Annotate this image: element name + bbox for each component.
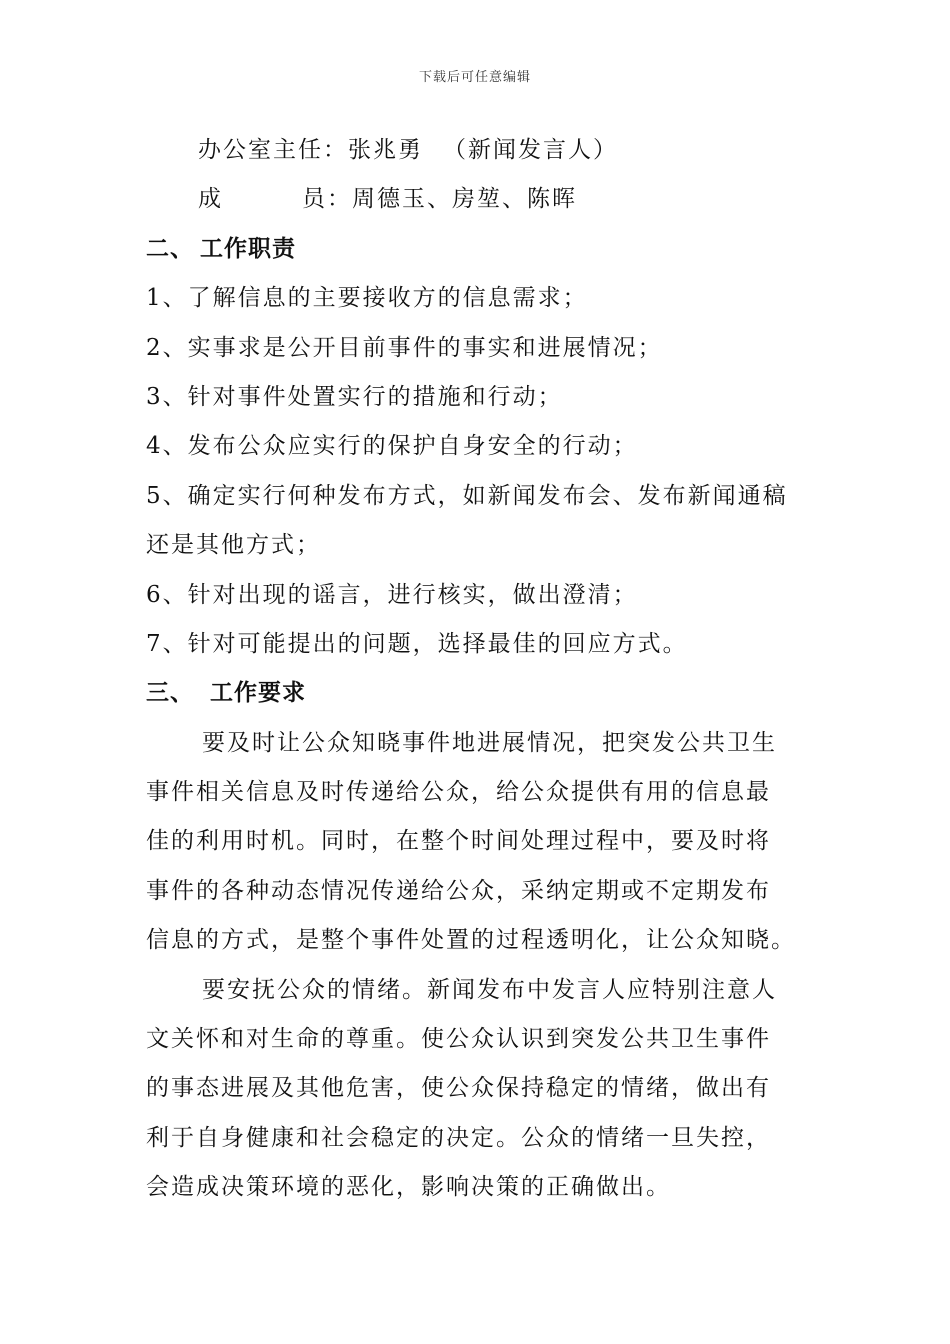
section-2-number: 二、 <box>146 235 194 262</box>
paragraph-2-line-2: 文关怀和对生命的尊重。使公众认识到突发公共卫生事件 <box>146 1026 771 1053</box>
paragraph-2-line-5: 会造成决策环境的恶化，影响决策的正确做出。 <box>146 1174 671 1201</box>
duty-item-6: 6、针对出现的谣言，进行核实，做出澄清； <box>146 581 638 608</box>
paragraph-2-line-1: 要安抚公众的情绪。新闻发布中发言人应特别注意人 <box>202 976 777 1003</box>
office-director-name: 张兆勇 <box>348 137 423 163</box>
members-label-a: 成 <box>198 186 223 213</box>
office-director-label: 办公室主任： <box>198 137 348 163</box>
duty-item-5-continued: 还是其他方式； <box>146 532 321 559</box>
duty-item-2: 2、实事求是公开目前事件的事实和进展情况； <box>146 334 663 361</box>
section-2-heading <box>146 225 806 274</box>
duty-item-7: 7、针对可能提出的问题，选择最佳的回应方式。 <box>146 630 688 657</box>
members-line <box>146 175 806 224</box>
page-header-note: 下载后可任意编辑 <box>418 70 531 85</box>
duty-item-1: 1、了解信息的主要接收方的信息需求； <box>146 285 588 312</box>
paragraph-1-line-4: 事件的各种动态情况传递给公众，采纳定期或不定期发布 <box>146 877 771 904</box>
paragraph-1-line-1: 要及时让公众知晓事件地进展情况，把突发公共卫生 <box>202 729 777 756</box>
paragraph-1-line-2: 事件相关信息及时传递给公众，给公众提供有用的信息最 <box>146 779 771 806</box>
duty-item-4: 4、发布公众应实行的保护自身安全的行动； <box>146 433 638 460</box>
document-body <box>146 126 806 1213</box>
office-director-line <box>146 126 806 175</box>
duty-item-3: 3、针对事件处置实行的措施和行动； <box>146 383 563 410</box>
members-label-b: 员： <box>302 186 352 213</box>
paragraph-1-line-5: 信息的方式，是整个事件处置的过程透明化，让公众知晓。 <box>146 927 796 954</box>
section-3-heading <box>146 669 806 718</box>
section-3-number: 三、 <box>146 680 194 707</box>
section-2-title: 工作职责 <box>200 235 296 262</box>
paragraph-1-line-3: 佳的利用时机。同时，在整个时间处理过程中，要及时将 <box>146 828 771 855</box>
section-3-title: 工作要求 <box>210 680 306 707</box>
office-director-role: （新闻发言人） <box>443 137 618 163</box>
members-names: 周德玉、房堃、陈晖 <box>352 186 577 213</box>
paragraph-2-line-4: 利于自身健康和社会稳定的决定。公众的情绪一旦失控， <box>146 1124 771 1151</box>
paragraph-2-line-3: 的事态进展及其他危害，使公众保持稳定的情绪，做出有 <box>146 1075 771 1102</box>
requirement-paragraph-1 <box>146 719 806 966</box>
duty-item-5: 5、确定实行何种发布方式，如新闻发布会、发布新闻通稿 <box>146 482 788 509</box>
requirement-paragraph-2 <box>146 966 806 1213</box>
